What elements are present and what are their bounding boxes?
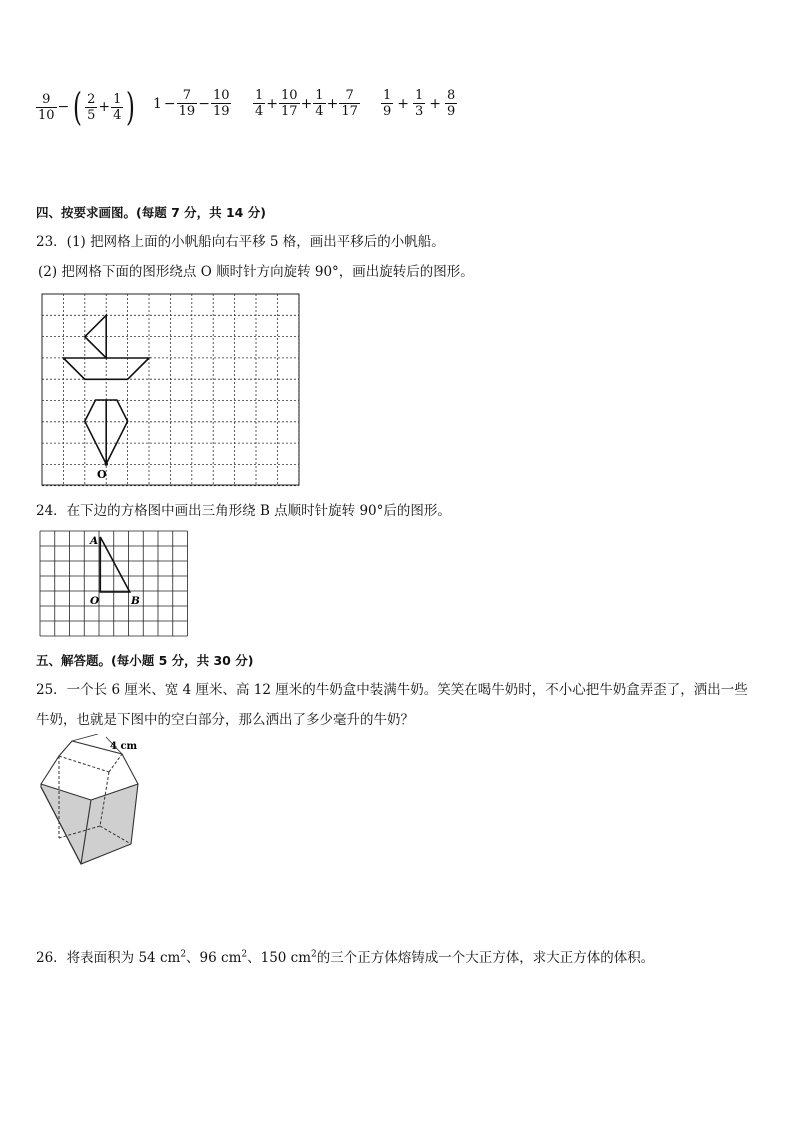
fraction: $\frac{9}{10}$ — [38, 91, 55, 123]
fraction: $\frac{10}{19}$ — [212, 88, 230, 119]
fraction: $\frac{7}{17}$ — [341, 88, 358, 119]
fraction: $\frac{1}{4}$ — [113, 91, 122, 123]
expression-1: $\frac{9}{10}$ − ( $\frac{2}{5}$ + $\frac{1}{4}$ ) — [38, 85, 136, 129]
grid-sailboat-kite — [40, 292, 302, 488]
milk-box-figure — [36, 734, 156, 872]
fraction: $\frac{1}{3}$ — [415, 88, 424, 119]
fraction: $\frac{1}{4}$ — [315, 88, 324, 119]
label-o: O — [97, 468, 107, 481]
question-25-line2: 牛奶，也就是下图中的空白部分，那么洒出了多少毫升的牛奶？ — [36, 712, 414, 728]
fraction: $\frac{7}{19}$ — [178, 88, 196, 119]
fraction: $\frac{2}{5}$ — [87, 91, 96, 123]
question-23-part2: (2) 把网格下面的图形绕点 O 顺时针方向旋转 90°，画出旋转后的图形。 — [38, 264, 474, 280]
label-o: O — [90, 595, 100, 607]
expression-4: $\frac{1}{9}$ + $\frac{1}{3}$ + $\frac{8}{9}$ — [383, 88, 456, 119]
grid-triangle — [38, 529, 194, 639]
question-24: 24．在下边的方格图中画出三角形绕 B 点顺时针旋转 90°后的图形。 — [36, 503, 451, 519]
label-a: A — [90, 535, 99, 547]
section-4-heading: 四、按要求画图。(每题 7 分，共 14 分) — [36, 205, 266, 220]
point-o — [104, 462, 108, 466]
left-paren: ( — [73, 85, 83, 129]
expression-3: $\frac{1}{4}$ + $\frac{10}{17}$ + $\frac{1}{4}$ + $\frac{7}{17}$ — [255, 88, 358, 119]
right-paren: ) — [126, 85, 136, 129]
fraction: $\frac{1}{4}$ — [255, 88, 264, 119]
fraction: $\frac{10}{17}$ — [281, 88, 298, 119]
box-dimension-label: 4 cm — [110, 741, 138, 752]
expression-2: 1 − $\frac{7}{19}$ − $\frac{10}{19}$ — [153, 88, 230, 119]
question-25-line1: 25．一个长 6 厘米、宽 4 厘米、高 12 厘米的牛奶盒中装满牛奶。笑笑在喝牛奶时，不小心把牛奶盒弄歪了，洒出一些 — [36, 682, 748, 698]
label-b: B — [131, 595, 140, 607]
triangle-aob — [100, 537, 130, 592]
question-23-part1: 23．(1) 把网格上面的小帆船向右平移 5 格，画出平移后的小帆船。 — [36, 234, 445, 250]
fraction: $\frac{1}{9}$ — [383, 88, 392, 119]
section-5-heading: 五、解答题。(每小题 5 分，共 30 分) — [36, 653, 254, 668]
milk-shaded-region — [41, 784, 138, 864]
sailboat-hull — [63, 358, 149, 379]
fraction: $\frac{8}{9}$ — [447, 88, 456, 119]
question-26: 26．将表面积为 54 $cm^2$、96 $cm^2$、150 $cm^2$的三个正方体熔铸成一个大正方体，求大正方体的体积。 — [36, 949, 655, 966]
